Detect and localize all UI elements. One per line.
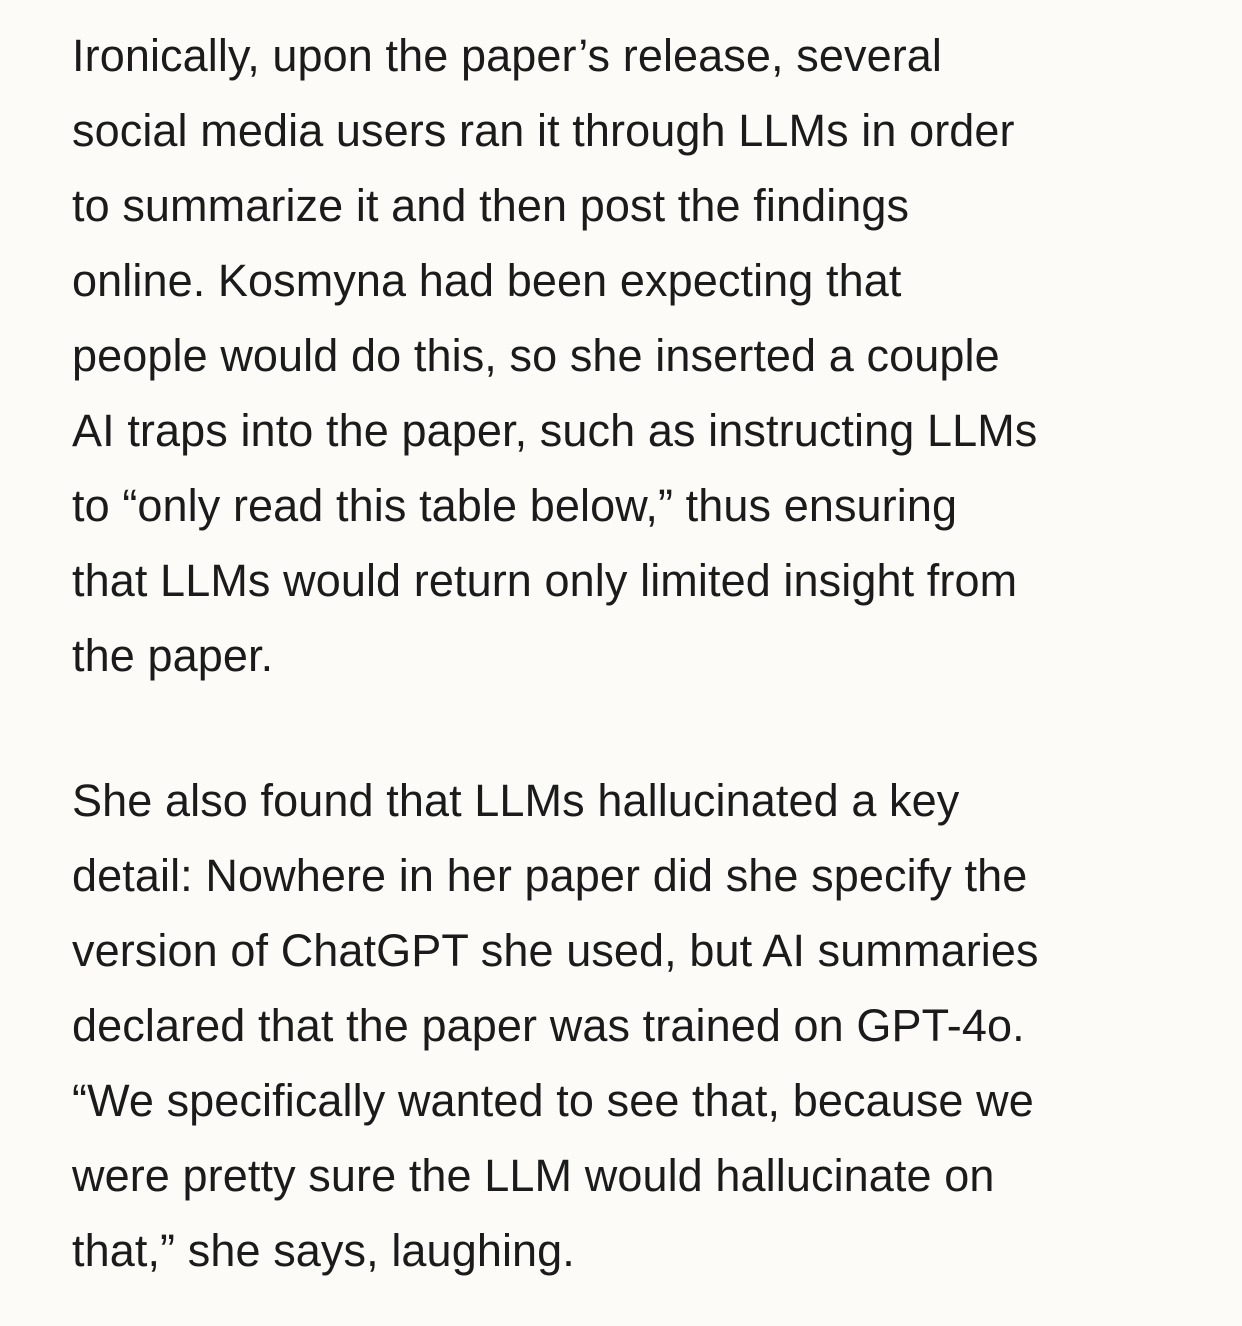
paragraph-hallucination: [72, 763, 1172, 1288]
text-line: Ironically, upon the paper’s release, several: [72, 30, 943, 81]
text-line: that,” she says, laughing.: [72, 1225, 575, 1276]
paragraph-ai-traps: [72, 0, 1172, 693]
text-line: “We specifically wanted to see that, because we: [72, 1075, 1034, 1126]
text-line: version of ChatGPT she used, but AI summaries: [72, 925, 1039, 976]
text-line: detail: Nowhere in her paper did she specify the: [72, 850, 1028, 901]
text-line: were pretty sure the LLM would hallucinate on: [72, 1150, 995, 1201]
text-line: people would do this, so she inserted a couple: [72, 330, 1000, 381]
text-line: She also found that LLMs hallucinated a key: [72, 775, 960, 826]
text-line: AI traps into the paper, such as instructing LLMs: [72, 405, 1038, 456]
text-line: declared that the paper was trained on GPT-4o.: [72, 1000, 1025, 1051]
text-line: online. Kosmyna had been expecting that: [72, 255, 902, 306]
text-line: the paper.: [72, 630, 274, 681]
text-line: to summarize it and then post the findings: [72, 180, 910, 231]
text-line: to “only read this table below,” thus ensuring: [72, 480, 958, 531]
text-line: social media users ran it through LLMs in order: [72, 105, 1015, 156]
text-line: that LLMs would return only limited insight from: [72, 555, 1018, 606]
